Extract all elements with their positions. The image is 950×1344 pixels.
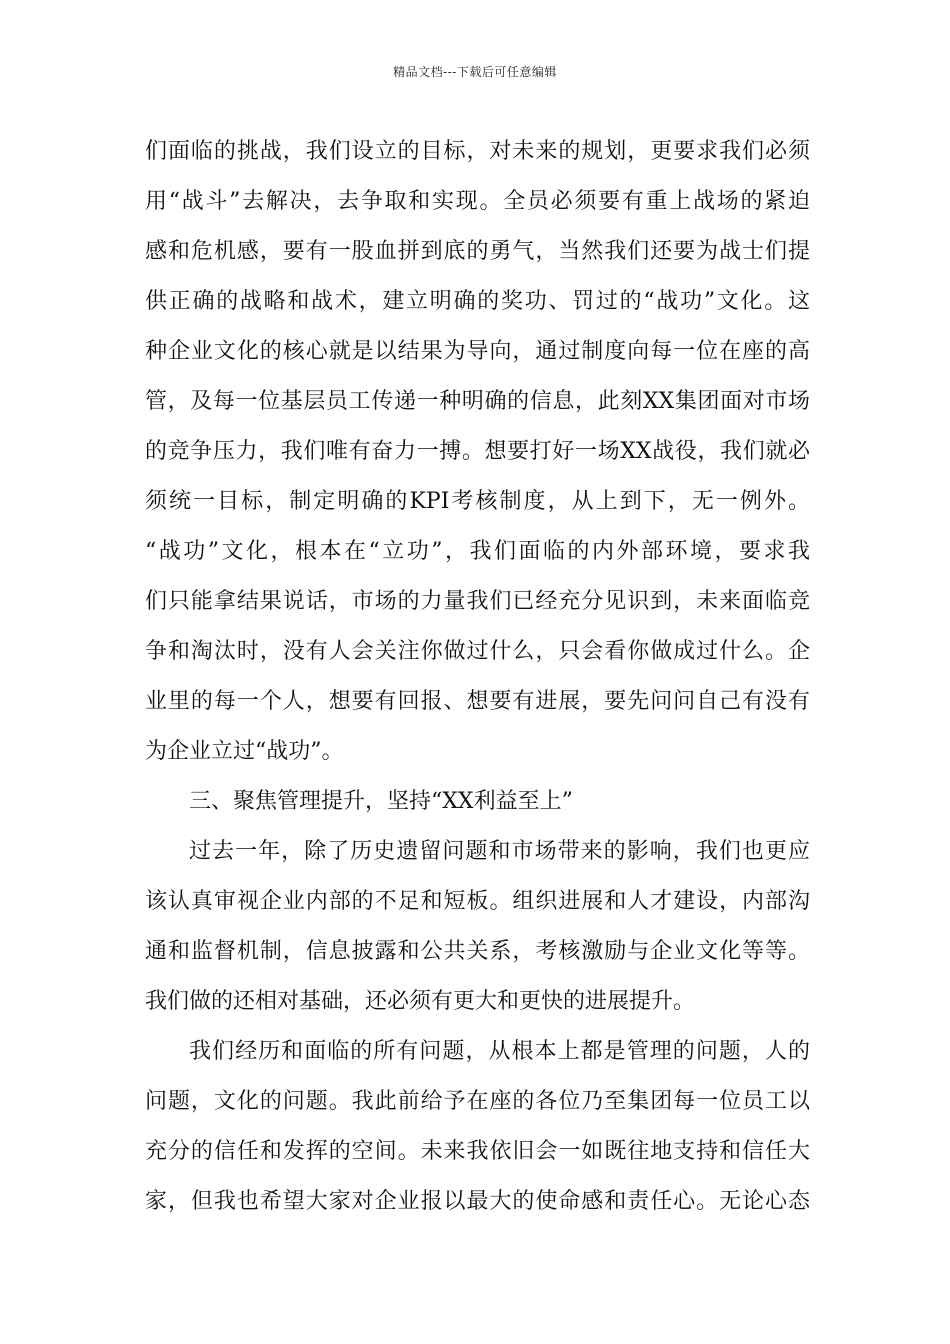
page-header: 精品文档---下载后可任意编辑 [393,65,557,79]
text-line: 们只能拿结果说话，市场的力量我们已经充分见识到，未来面临竞 [145,589,810,614]
text-line: 我们经历和面临的所有问题，从根本上都是管理的问题，人的 [189,1039,810,1064]
text-line: 家，但我也希望大家对企业报以最大的使命感和责任心。无论心态 [145,1189,810,1214]
text-line: 感和危机感，要有一股血拼到底的勇气，当然我们还要为战士们提 [145,239,810,264]
text-line: 充分的信任和发挥的空间。未来我依旧会一如既往地支持和信任大 [145,1139,810,1164]
text-line: 问题，文化的问题。我此前给予在座的各位乃至集团每一位员工以 [145,1089,810,1114]
text-line: 争和淘汰时，没有人会关注你做过什么，只会看你做成过什么。企 [145,639,810,664]
text-line: “战功”文化，根本在“立功”，我们面临的内外部环境，要求我 [145,539,810,564]
text-line: 用“战斗”去解决，去争取和实现。全员必须要有重上战场的紧迫 [145,189,810,214]
text-line: 业里的每一个人，想要有回报、想要有进展，要先问问自己有没有 [145,689,810,714]
text-line: 该认真审视企业内部的不足和短板。组织进展和人才建设，内部沟 [145,889,810,914]
text-line: 通和监督机制，信息披露和公共关系，考核激励与企业文化等等。 [145,939,810,964]
text-line: 三、聚焦管理提升，坚持“XX利益至上” [189,789,573,814]
text-line: 管，及每一位基层员工传递一种明确的信息，此刻XX集团面对市场 [145,389,810,414]
text-line: 们面临的挑战，我们设立的目标，对未来的规划，更要求我们必须 [145,139,810,164]
text-line: 过去一年，除了历史遗留问题和市场带来的影响，我们也更应 [189,839,810,864]
text-line: 供正确的战略和战术，建立明确的奖功、罚过的“战功”文化。这 [145,289,810,314]
document-body [145,127,810,1227]
text-line: 的竞争压力，我们唯有奋力一搏。想要打好一场XX战役，我们就必 [145,439,810,464]
text-line: 种企业文化的核心就是以结果为导向，通过制度向每一位在座的高 [145,339,810,364]
text-line: 须统一目标，制定明确的KPI考核制度，从上到下，无一例外。 [145,489,810,514]
text-line: 为企业立过“战功”。 [145,739,344,764]
text-line: 我们做的还相对基础，还必须有更大和更快的进展提升。 [145,989,696,1014]
